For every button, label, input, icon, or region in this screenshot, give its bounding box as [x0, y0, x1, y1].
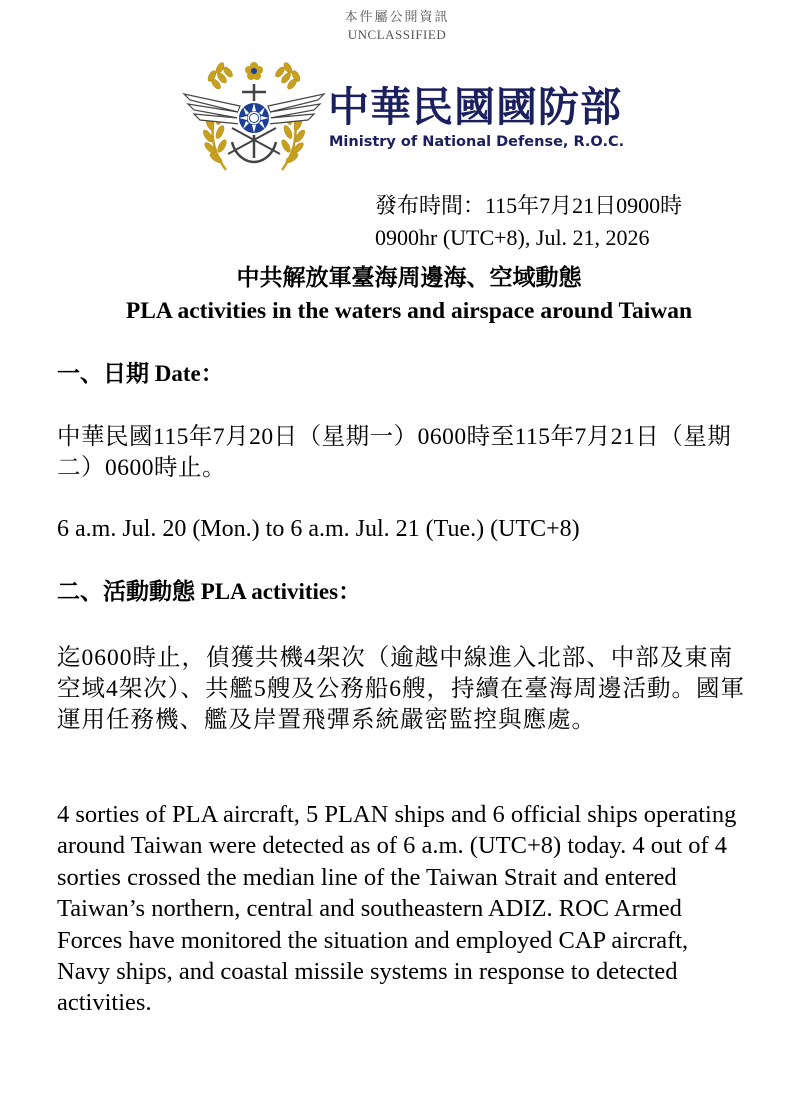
mnd-emblem-icon	[180, 58, 328, 176]
section-activities-text-en: 4 sorties of PLA aircraft, 5 PLAN ships and 6 official ships operating around Taiwan were detected as of 6 a.m. (UTC+8) today. 4 out of 4 sorties crossed the median line of the Taiwan Strait and entered Taiwan’s northern, central and southeastern ADIZ. ROC Armed Forces have monitored the situation and employed CAP aircraft, Navy ships, and coastal missile systems in response to detected activities.	[57, 801, 737, 1017]
release-time-zh: 發布時間：115年7月21日0900時	[375, 193, 683, 218]
classification-label-en: UNCLASSIFIED	[347, 27, 447, 42]
document-title-en: PLA activities in the waters and airspace around Taiwan	[125, 298, 693, 324]
section-activities-text-zh: 迄0600時止，偵獲共機4架次（逾越中線進入北部、中部及東南空域4架次）、共艦5艘及公務船6艘，持續在臺海周邊活動。國軍運用任務機、艦及岸置飛彈系統嚴密監控與應處。	[57, 645, 745, 733]
classification-label-zh: 本件屬公開資訊	[344, 9, 450, 24]
organization-name-zh: 中華民國國防部	[328, 83, 622, 131]
section-date-text-en: 6 a.m. Jul. 20 (Mon.) to 6 a.m. Jul. 21 (Tue.) (UTC+8)	[57, 516, 580, 542]
release-time-en: 0900hr (UTC+8), Jul. 21, 2026	[375, 225, 650, 250]
organization-name-en: Ministry of National Defense, R.O.C.	[329, 134, 625, 150]
section-date-heading: 一、日期 Date：	[57, 361, 224, 386]
section-date-text-zh: 中華民國115年7月20日（星期一）0600時至115年7月21日（星期二）0600時止。	[57, 424, 732, 481]
section-activities-heading: 二、活動動態 PLA activities：	[57, 579, 362, 604]
document-title-zh: 中共解放軍臺海周邊海、空域動態	[236, 265, 582, 290]
